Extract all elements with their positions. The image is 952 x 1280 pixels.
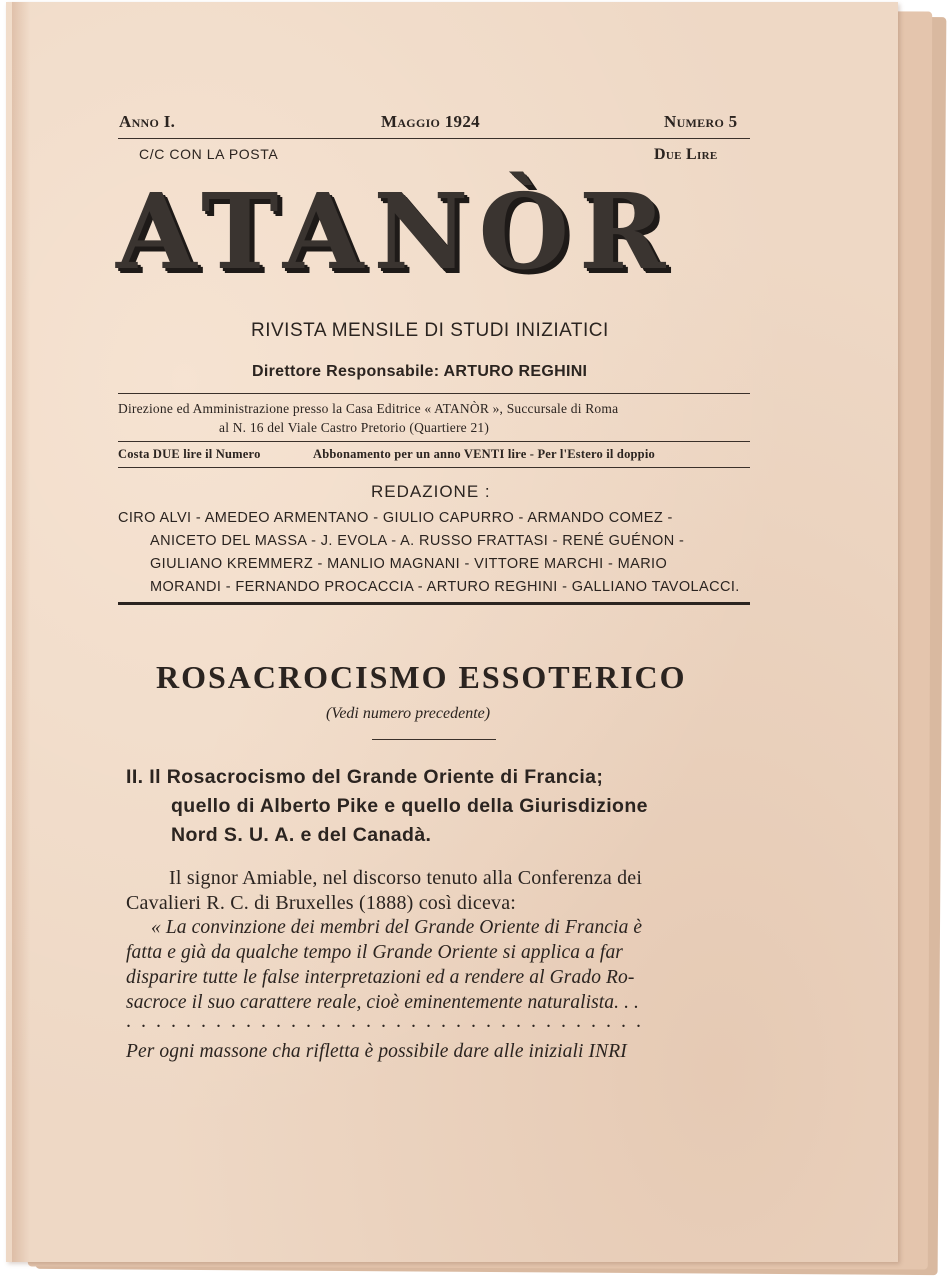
issue-date: Maggio 1924: [381, 112, 480, 131]
section-heading-line: quello di Alberto Pike e quello della Giurisdizione: [171, 795, 648, 817]
redazione-line: ANICETO DEL MASSA - J. EVOLA - A. RUSSO FRATTASI - RENÉ GUÉNON -: [150, 533, 685, 549]
ellipsis-dots: . . . . . . . . . . . . . . . . . . . . . . . . . . . . . . . . . . .: [126, 1010, 644, 1032]
magazine-title: ATANÒR: [116, 170, 676, 293]
quote-line: Per ogni massone cha rifletta è possibile dare alle iniziali INRI: [126, 1041, 627, 1062]
quote-line: sacroce il suo carattere reale, cioè eminentemente naturalista. . .: [126, 992, 640, 1013]
quote-line: disparire tutte le false interpretazioni ed a rendere al Grado Ro-: [126, 967, 635, 988]
header-rule: [118, 138, 750, 139]
postal-note: C/C CON LA POSTA: [139, 146, 279, 162]
address-bottom-rule: [118, 441, 750, 442]
issue-year: Anno I.: [119, 112, 176, 131]
subscription-note: Abbonamento per un anno VENTI lire - Per l'Estero il doppio: [313, 447, 655, 461]
redazione-line: CIRO ALVI - AMEDEO ARMENTANO - GIULIO CAPURRO - ARMANDO COMEZ -: [118, 510, 673, 526]
body-line: Il signor Amiable, nel discorso tenuto alla Conferenza dei: [169, 867, 643, 889]
section-heading-line: II. Il Rosacrocismo del Grande Oriente di Francia;: [126, 766, 604, 788]
section-heading-line: Nord S. U. A. e del Canadà.: [171, 824, 432, 846]
subtitle-rule: [372, 739, 496, 740]
article-title: ROSACROCISMO ESSOTERICO: [156, 659, 687, 695]
masthead-bottom-rule: [118, 602, 750, 605]
redazione-line: GIULIANO KREMMERZ - MANLIO MAGNANI - VITTORE MARCHI - MARIO: [150, 556, 668, 572]
magazine-tagline: RIVISTA MENSILE DI STUDI INIZIATICI: [251, 320, 609, 341]
address-line-2: al N. 16 del Viale Castro Pretorio (Quartiere 21): [219, 420, 490, 435]
redazione-line: MORANDI - FERNANDO PROCACCIA - ARTURO REGHINI - GALLIANO TAVOLACCI.: [150, 579, 740, 595]
director-line: Direttore Responsabile: ARTURO REGHINI: [252, 363, 588, 380]
redazione-heading: REDAZIONE :: [371, 482, 491, 501]
price-per-issue: Costa DUE lire il Numero: [118, 447, 261, 461]
article-subtitle: (Vedi numero precedente): [326, 705, 491, 722]
cover-page: [6, 2, 898, 1262]
issue-price: Due Lire: [654, 146, 718, 163]
address-top-rule: [118, 393, 750, 394]
issue-number: Numero 5: [664, 112, 738, 131]
address-line-1: Direzione ed Amministrazione presso la Casa Editrice « ATANÒR », Succursale di Roma: [118, 401, 619, 416]
body-line: Cavalieri R. C. di Bruxelles (1888) così diceva:: [126, 892, 517, 914]
quote-line: « La convinzione dei membri del Grande Oriente di Francia è: [151, 917, 643, 938]
quote-line: fatta e già da qualche tempo il Grande Oriente si applica a far: [126, 942, 623, 963]
spine-fold: [12, 2, 30, 1262]
subscription-rule: [118, 467, 750, 468]
